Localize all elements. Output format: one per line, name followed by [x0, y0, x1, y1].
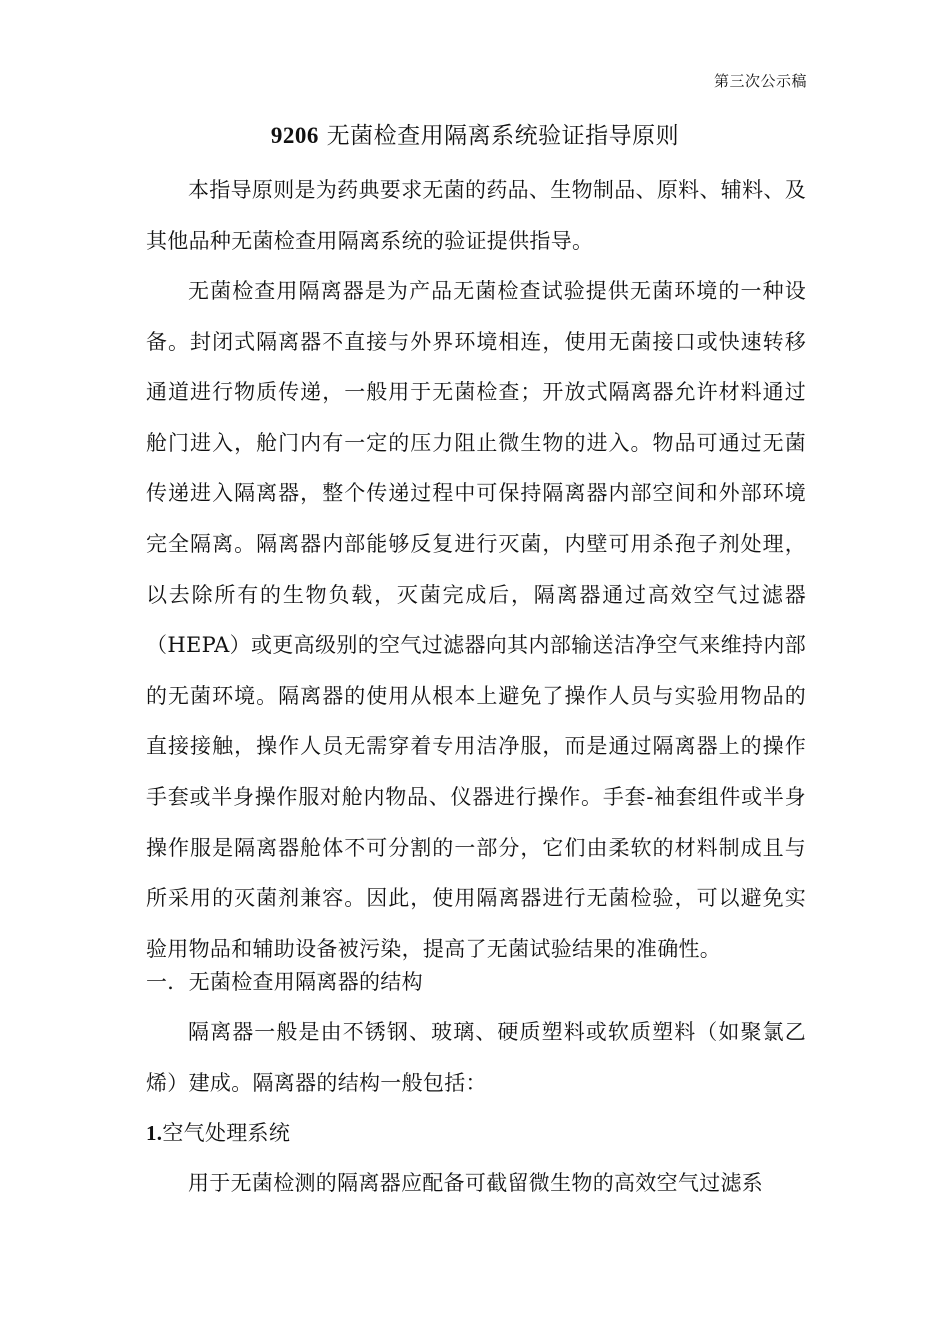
description-paragraph: 无菌检查用隔离器是为产品无菌检查试验提供无菌环境的一种设备。封闭式隔离器不直接与外界环境相连，使用无菌接口或快速转移通道进行物质传递，一般用于无菌检查；开放式隔离器允许材料通过舱门进入，舱门内有一定的压力阻止微生物的进入。物品可通过无菌传递进入隔离器，整个传递过程中可保持隔离器内部空间和外部环境完全隔离。隔离器内部能够反复进行灭菌，内壁可用杀孢子剂处理，以去除所有的生物负载，灭菌完成后，隔离器通过高效空气过滤器（HEPA）或更高级别的空气过滤器向其内部输送洁净空气来维持内部的无菌环境。隔离器的使用从根本上避免了操作人员与实验用物品的直接接触，操作人员无需穿着专用洁净服，而是通过隔离器上的操作手套或半身操作服对舱内物品、仪器进行操作。手套-袖套组件或半身操作服是隔离器舱体不可分割的一部分，它们由柔软的材料制成且与所采用的灭菌剂兼容。因此，使用隔离器进行无菌检验，可以避免实验用物品和辅助设备被污染，提高了无菌试验结果的准确性。	[146, 279, 806, 961]
draft-note: 第三次公示稿	[713, 72, 807, 90]
title-number: 9206	[270, 123, 319, 148]
section-heading-structure: 一．无菌检查用隔离器的结构	[146, 970, 423, 994]
description-paragraph-block	[146, 266, 806, 974]
air-handling-paragraph-block	[146, 1158, 806, 1209]
subsection-number: 1.	[146, 1121, 163, 1145]
air-handling-paragraph: 用于无菌检测的隔离器应配备可截留微生物的高效空气过滤系	[188, 1171, 764, 1195]
subsection-title: 空气处理系统	[162, 1121, 291, 1145]
structure-paragraph: 隔离器一般是由不锈钢、玻璃、硬质塑料或软质塑料（如聚氯乙烯）建成。隔离器的结构一般包括：	[146, 1020, 806, 1095]
document-title	[0, 117, 950, 150]
intro-paragraph-block	[146, 165, 806, 266]
title-text: 无菌检查用隔离系统验证指导原则	[326, 123, 680, 149]
structure-paragraph-block	[146, 1007, 806, 1108]
intro-paragraph: 本指导原则是为药典要求无菌的药品、生物制品、原料、辅料、及其他品种无菌检查用隔离系统的验证提供指导。	[146, 178, 806, 253]
subsection-heading-air-handling	[146, 1108, 290, 1158]
